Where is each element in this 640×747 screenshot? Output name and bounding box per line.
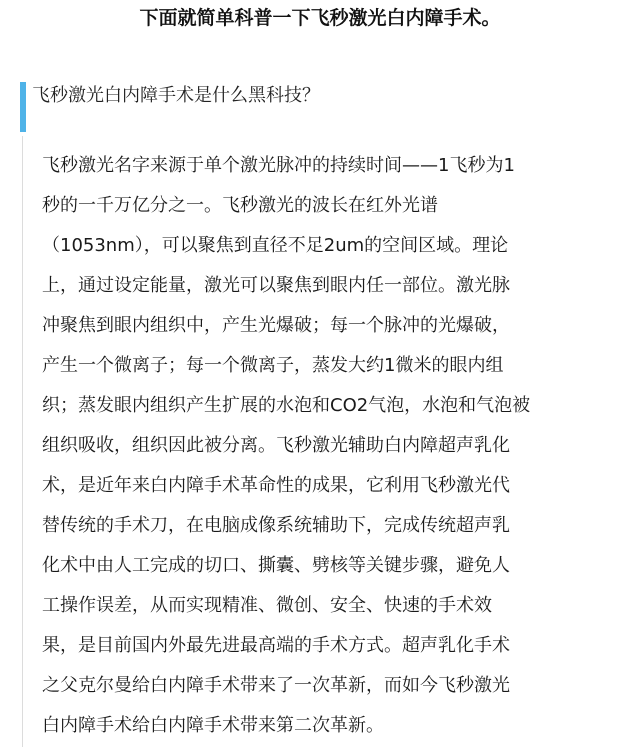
article-line: 产生一个微离子；每一个微离子，蒸发大约1微米的眼内组 <box>42 355 504 376</box>
page-title: 下面就简单科普一下飞秒激光白内障手术。 <box>139 7 501 29</box>
article-line: 之父克尔曼给白内障手术带来了一次革新，而如今飞秒激光 <box>42 675 510 696</box>
section-heading: 飞秒激光白内障手术是什么黑科技？ <box>32 85 320 106</box>
article-line: 秒的一千万亿分之一。飞秒激光的波长在红外光谱 <box>42 195 438 216</box>
article-line: 飞秒激光名字来源于单个激光脉冲的持续时间——1飞秒为1 <box>42 155 515 176</box>
article-line: 术，是近年来白内障手术革命性的成果，它利用飞秒激光代 <box>42 475 510 496</box>
article-line: 替传统的手术刀，在电脑成像系统辅助下，完成传统超声乳 <box>42 515 510 536</box>
article-line: 织；蒸发眼内组织产生扩展的水泡和CO2气泡，水泡和气泡被 <box>42 395 531 416</box>
article-body <box>42 146 608 746</box>
article-line: 果，是目前国内外最先进最高端的手术方式。超声乳化手术 <box>42 635 510 656</box>
section-header <box>20 82 620 110</box>
blockquote-border <box>22 136 23 747</box>
section-accent-bar <box>20 82 26 132</box>
article-line: 组织吸收，组织因此被分离。飞秒激光辅助白内障超声乳化 <box>42 435 510 456</box>
article-line: 冲聚焦到眼内组织中，产生光爆破；每一个脉冲的光爆破， <box>42 315 510 336</box>
article-line: 工操作误差，从而实现精准、微创、安全、快速的手术效 <box>42 595 492 616</box>
article-line: 上，通过设定能量，激光可以聚焦到眼内任一部位。激光脉 <box>42 275 510 296</box>
article-line: （1053nm），可以聚焦到直径不足2um的空间区域。理论 <box>42 235 509 256</box>
article-line: 化术中由人工完成的切口、撕囊、劈核等关键步骤，避免人 <box>42 555 510 576</box>
article-line: 白内障手术给白内障手术带来第二次革新。 <box>42 715 384 736</box>
